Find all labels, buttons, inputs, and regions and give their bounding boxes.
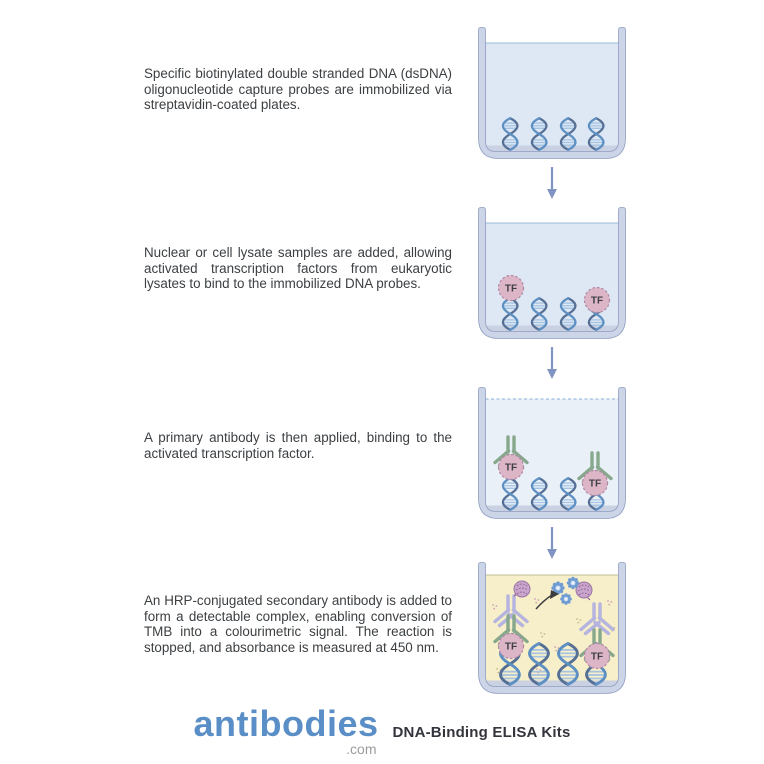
transcription-factor-icon — [583, 471, 608, 496]
step-3-description: A primary antibody is then applied, binding to the activated transcription factor. — [144, 430, 452, 461]
tf-label: TF — [590, 651, 604, 663]
step-4-description: An HRP-conjugated secondary antibody is added to form a detectable complex, enabling conversion of TMB into a colourimetric signal. The reaction is stopped, and absorbance is measured at 450 nm. — [144, 593, 452, 655]
well-step-2 — [478, 207, 626, 340]
well-step-1 — [478, 27, 626, 160]
hrp-enzyme-icon — [514, 581, 530, 597]
tf-label: TF — [588, 478, 602, 490]
tf-label: TF — [590, 295, 604, 307]
well-step-4 — [478, 562, 626, 695]
transcription-factor-icon — [499, 276, 524, 301]
tf-label: TF — [504, 641, 518, 653]
step-1-description: Specific biotinylated double stranded DNA (dsDNA) oligonucleotide capture probes are immobilized via streptavidin-coated plates. — [144, 66, 452, 113]
brand-logo — [193, 703, 379, 757]
product-name: DNA-Binding ELISA Kits — [392, 724, 571, 742]
tf-label: TF — [504, 462, 518, 474]
down-arrow-icon — [545, 166, 559, 200]
brand-name: antibodies — [193, 703, 379, 744]
down-arrow-icon — [545, 346, 559, 380]
transcription-factor-icon — [499, 634, 524, 659]
tmb-substrate-icon — [560, 593, 572, 605]
transcription-factor-icon — [585, 288, 610, 313]
step-2-description: Nuclear or cell lysate samples are added, allowing activated transcription factors from eukaryotic lysates to bind to the immobilized DNA probes. — [144, 245, 452, 292]
footer-logo-lockup — [0, 703, 764, 757]
well-step-3 — [478, 387, 626, 520]
brand-domain: .com — [346, 741, 377, 757]
transcription-factor-icon — [499, 455, 524, 480]
transcription-factor-icon — [585, 644, 610, 669]
down-arrow-icon — [545, 526, 559, 560]
tf-label: TF — [504, 283, 518, 295]
tmb-substrate-icon — [567, 577, 579, 589]
